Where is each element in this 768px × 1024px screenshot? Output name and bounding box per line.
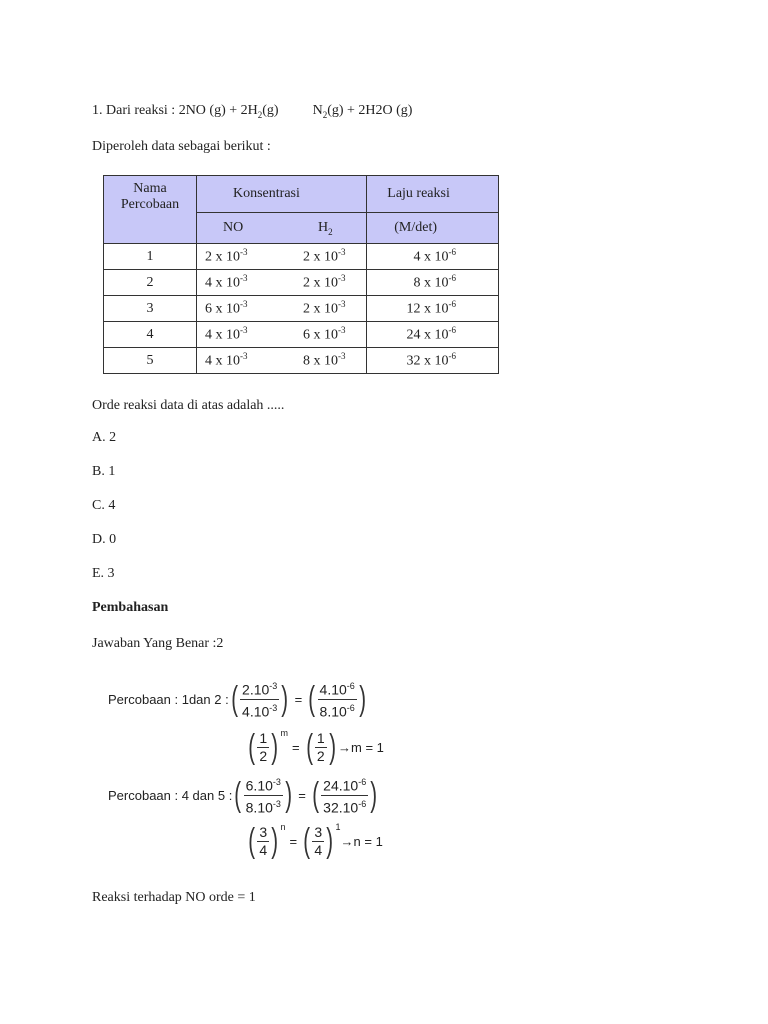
math-line-3: Percobaan : 4 dan 5 : ( $\frac{6.10^{-3}}{8.10^{-3}}$ ) = ( $\frac{24.10^{-6}}{32.10^{-6}}$ ) [108,774,380,816]
header-unit: (M/det) [367,213,499,244]
discussion-title: Pembahasan [92,600,169,615]
answer: Jawaban Yang Benar :2 [92,636,224,651]
header-nama-percobaan: Nama Percobaan [104,176,197,244]
cell-h2: 2 x $10^{-3}$ [297,296,367,322]
header-laju-reaksi: Laju reaksi [367,176,499,213]
data-table [103,175,499,374]
cell-percobaan: 1 [104,244,197,270]
cell-h2: 8 x $10^{-3}$ [297,348,367,374]
cell-h2: 2 x $10^{-3}$ [297,270,367,296]
header-h2: $H_2$ [297,213,367,244]
cell-h2: 6 x $10^{-3}$ [297,322,367,348]
header-no: NO [197,213,298,244]
cell-no: 4 x $10^{-3}$ [197,322,298,348]
question-reaction: 1. Dari reaksi : 2NO $(g) + 2H_2(g) N_2(g) + 2H2O$ (g) [92,103,413,120]
cell-laju: 32 x $10^{-6}$ [367,348,499,374]
math-line-1: Percobaan : 1dan 2 : ( $\frac{2.10^{-3}}{4.10^{-3}}$ ) = ( $\frac{4.10^{-6}}{8.10^{-6}}$ ) [108,678,368,720]
cell-no: 6 x $10^{-3}$ [197,296,298,322]
table-row [104,270,499,296]
question-prompt: Orde reaksi data di atas adalah ..... [92,398,285,413]
cell-laju: 24 x $10^{-6}$ [367,322,499,348]
cell-percobaan: 4 [104,322,197,348]
math-line-4: ( $\frac{3}{4}$ ) $^n$ = ( $\frac{3}{4}$ ) $^1$ →n = 1 [246,822,383,861]
table-row [104,296,499,322]
table-row [104,244,499,270]
cell-h2: 2 x $10^{-3}$ [297,244,367,270]
header-konsentrasi: Konsentrasi [197,176,367,213]
option-e: E. 3 [92,566,115,581]
option-d: D. 0 [92,532,117,547]
cell-no: 2 x $10^{-3}$ [197,244,298,270]
cell-no: 4 x $10^{-3}$ [197,348,298,374]
math-line-2: ( $\frac{1}{2}$ ) $^m$ = ( $\frac{1}{2}$ ) →m = 1 [246,728,384,767]
cell-percobaan: 5 [104,348,197,374]
cell-laju: 8 x $10^{-6}$ [367,270,499,296]
table-row [104,348,499,374]
cell-laju: 4 x $10^{-6}$ [367,244,499,270]
option-b: B. 1 [92,464,116,479]
cell-percobaan: 3 [104,296,197,322]
conclusion: Reaksi terhadap NO orde = 1 [92,890,256,905]
table-row [104,322,499,348]
cell-no: 4 x $10^{-3}$ [197,270,298,296]
cell-laju: 12 x $10^{-6}$ [367,296,499,322]
cell-percobaan: 2 [104,270,197,296]
data-intro: Diperoleh data sebagai berikut : [92,139,271,154]
option-c: C. 4 [92,498,116,513]
option-a: A. 2 [92,430,117,445]
